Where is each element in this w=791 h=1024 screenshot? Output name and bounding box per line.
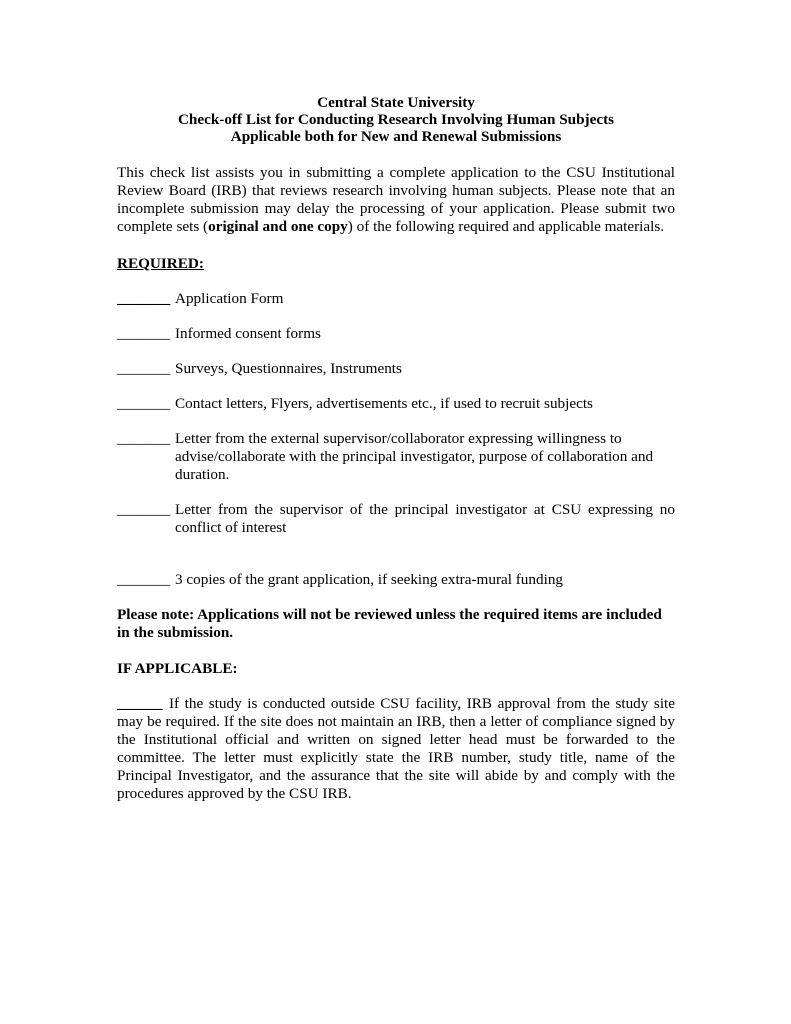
check-blank: _______ [117, 325, 171, 342]
checklist-item-text: 3 copies of the grant application, if seeking extra-mural funding [175, 571, 564, 588]
document-title: Check-off List for Conducting Research Involving Human Subjects [177, 111, 615, 128]
checklist-item [117, 290, 675, 308]
checklist-item-text: Contact letters, Flyers, advertisements etc., if used to recruit subjects [175, 395, 593, 412]
checklist-item [117, 325, 675, 343]
required-checklist [117, 290, 675, 589]
document-header [117, 94, 675, 145]
intro-paragraph [117, 164, 675, 236]
checklist-item [117, 395, 675, 413]
intro-text-end: ) of the following required and applicable materials. [347, 218, 665, 235]
check-blank: _______ [117, 395, 171, 412]
check-blank: _______ [117, 290, 171, 307]
check-blank: _______ [117, 430, 171, 447]
document-page [117, 94, 675, 803]
intro-emphasis: original and one copy [208, 218, 348, 235]
university-name: Central State University [317, 94, 475, 111]
review-note: Please note: Applications will not be reviewed unless the required items are included in the submission. [117, 606, 662, 641]
if-applicable-heading: IF APPLICABLE: [117, 660, 238, 677]
checklist-item-text: Letter from the supervisor of the principal investigator at CSU expressing no conflict of interest [175, 501, 675, 536]
checklist-item [117, 360, 675, 378]
checklist-item [117, 571, 675, 589]
if-applicable-paragraph [117, 695, 675, 803]
check-blank: _______ [117, 571, 171, 588]
checklist-item [117, 501, 675, 537]
document-subtitle: Applicable both for New and Renewal Submissions [230, 128, 562, 145]
check-blank: _______ [117, 360, 171, 377]
required-heading: REQUIRED: [117, 255, 204, 272]
checklist-item-text: Letter from the external supervisor/collaborator expressing willingness to advise/collaborate with the principal investigator, purpose of collaboration and duration. [175, 430, 654, 483]
checklist-item-text: Surveys, Questionnaires, Instruments [175, 360, 402, 377]
checklist-item [117, 430, 675, 484]
if-applicable-text: If the study is conducted outside CSU facility, IRB approval from the study site may be required. If the site does not maintain an IRB, then a letter of compliance signed by the Institutional official and written on signed letter head must be forwarded to the committee. The letter must explicitly state the IRB number, study title, name of the Principal Investigator, and the assurance that the site will abide by and comply with the procedures approved by the CSU IRB. [117, 695, 675, 802]
check-blank: ______ [117, 695, 163, 712]
checklist-item-text: Application Form [175, 290, 284, 307]
check-blank: _______ [117, 501, 171, 518]
checklist-item-text: Informed consent forms [175, 325, 321, 342]
intro-text-start: This check list assists you in submitting a complete application to the CSU Institutional Review Board (IRB) that reviews research involving human subjects. Please note that an incomplete submission may delay the processing of your application. Please submit two complete sets ( [117, 164, 675, 235]
